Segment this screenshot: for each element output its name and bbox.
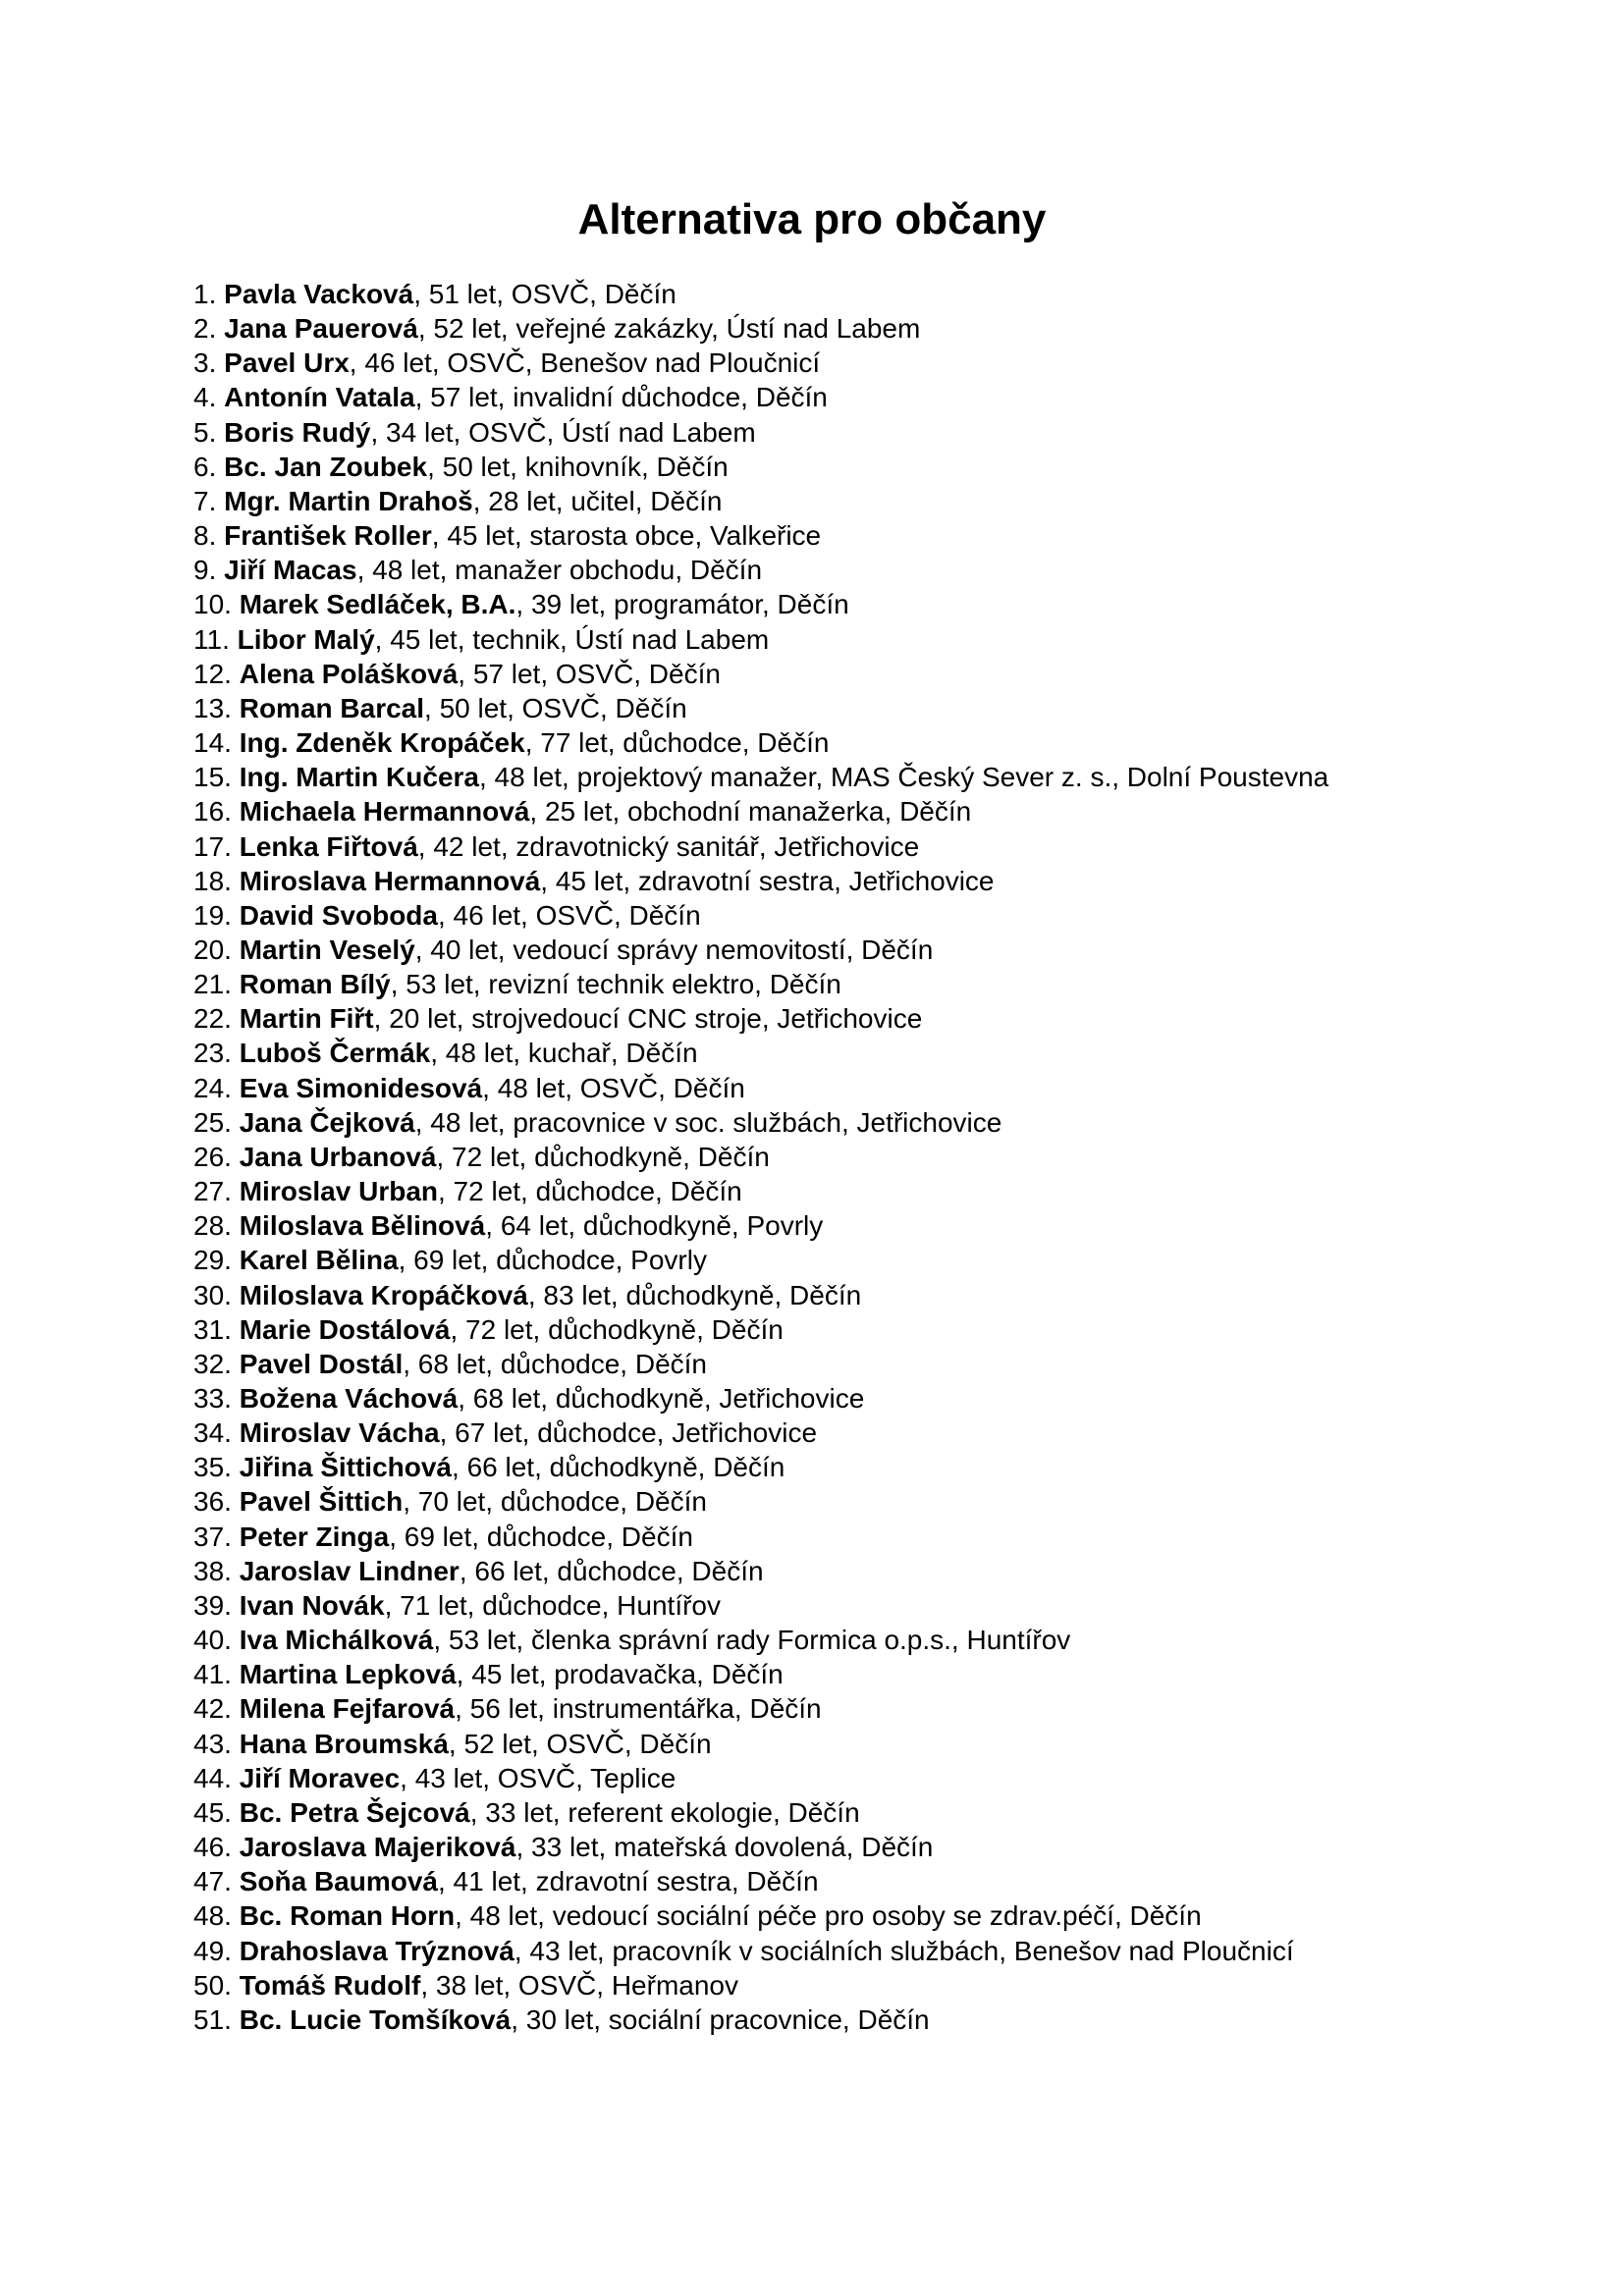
candidate-details: , 72 let, důchodkyně, Děčín xyxy=(436,1141,770,1172)
candidate-item xyxy=(193,2002,1440,2037)
candidate-name: Martin Fiřt xyxy=(239,1003,374,1035)
candidate-details: , 69 let, důchodce, Povrly xyxy=(398,1245,707,1276)
candidate-item xyxy=(193,1140,1440,1174)
candidate-item xyxy=(193,725,1440,760)
candidate-number: 45. xyxy=(193,1796,232,1828)
candidate-number: 26. xyxy=(193,1141,232,1172)
candidate-name: Jana Čejková xyxy=(239,1106,415,1138)
candidate-number: 40. xyxy=(193,1625,232,1656)
candidate-number: 42. xyxy=(193,1693,232,1725)
candidate-details: , 41 let, zdravotní sestra, Děčín xyxy=(438,1866,819,1897)
candidate-number: 22. xyxy=(193,1003,232,1035)
candidate-item xyxy=(193,1105,1440,1140)
candidate-details: , 45 let, technik, Ústí nad Labem xyxy=(374,623,770,655)
candidate-number: 20. xyxy=(193,934,232,965)
candidate-name: Libor Malý xyxy=(237,623,375,655)
candidate-item xyxy=(193,380,1440,414)
candidate-details: , 33 let, mateřská dovolená, Děčín xyxy=(515,1832,934,1863)
candidate-details: , 40 let, vedoucí správy nemovitostí, Děčín xyxy=(414,934,934,965)
candidate-details: , 50 let, OSVČ, Děčín xyxy=(424,692,687,723)
candidate-number: 24. xyxy=(193,1072,232,1103)
candidate-number: 31. xyxy=(193,1313,232,1345)
candidate-details: , 52 let, veřejné zakázky, Ústí nad Labem xyxy=(417,313,921,345)
candidate-name: Peter Zinga xyxy=(239,1521,390,1552)
candidate-name: Drahoslava Trýznová xyxy=(239,1935,514,1966)
candidate-item xyxy=(193,1968,1440,2002)
candidate-number: 48. xyxy=(193,1900,232,1932)
candidate-item xyxy=(193,1243,1440,1277)
candidate-details: , 45 let, zdravotní sestra, Jetřichovice xyxy=(540,865,995,896)
candidate-name: Bc. Roman Horn xyxy=(239,1900,456,1932)
candidate-details: , 48 let, projektový manažer, MAS Český Sever z. s., Dolní Poustevna xyxy=(478,762,1329,793)
candidate-item xyxy=(193,691,1440,725)
candidate-item xyxy=(193,1934,1440,1968)
candidate-item xyxy=(193,1208,1440,1243)
candidate-number: 49. xyxy=(193,1935,232,1966)
candidate-name: Miroslav Vácha xyxy=(239,1417,440,1449)
candidate-item xyxy=(193,1071,1440,1105)
candidate-number: 46. xyxy=(193,1832,232,1863)
candidate-number: 21. xyxy=(193,969,232,1000)
candidate-item xyxy=(193,1278,1440,1312)
candidate-item xyxy=(193,553,1440,587)
candidate-name: Jaroslav Lindner xyxy=(239,1555,460,1586)
candidate-name: Jaroslava Majeriková xyxy=(239,1832,516,1863)
candidate-details: , 28 let, učitel, Děčín xyxy=(472,485,723,516)
candidate-number: 1. xyxy=(193,279,217,309)
candidate-details: , 72 let, důchodce, Děčín xyxy=(438,1176,742,1207)
candidate-item xyxy=(193,1727,1440,1761)
candidate-details: , 70 let, důchodce, Děčín xyxy=(403,1486,707,1518)
candidate-name: David Svoboda xyxy=(239,899,438,931)
candidate-name: Ivan Novák xyxy=(239,1589,385,1621)
candidate-details: , 68 let, důchodkyně, Jetřichovice xyxy=(458,1383,865,1414)
candidate-number: 10. xyxy=(193,589,232,620)
candidate-name: Marek Sedláček, B.A. xyxy=(239,589,516,620)
candidate-item xyxy=(193,1864,1440,1898)
candidate-name: Martina Lepková xyxy=(239,1659,457,1690)
candidate-item xyxy=(193,1623,1440,1657)
candidate-details: , 77 let, důchodce, Děčín xyxy=(524,727,830,759)
candidate-name: Bc. Petra Šejcová xyxy=(239,1796,470,1828)
candidate-details: , 56 let, instrumentářka, Děčín xyxy=(455,1693,822,1725)
candidate-item xyxy=(193,1691,1440,1726)
candidate-name: Alena Polášková xyxy=(239,658,459,689)
candidate-details: , 45 let, starosta obce, Valkeřice xyxy=(431,520,822,552)
candidate-list xyxy=(193,277,1440,2037)
candidate-name: Miloslava Kropáčková xyxy=(239,1279,528,1310)
candidate-number: 43. xyxy=(193,1728,232,1759)
candidate-details: , 66 let, důchodce, Děčín xyxy=(459,1555,764,1586)
candidate-name: Tomáš Rudolf xyxy=(239,1969,421,2001)
candidate-name: Iva Michálková xyxy=(239,1625,434,1656)
candidate-name: Pavel Dostál xyxy=(239,1348,404,1379)
candidate-item xyxy=(193,277,1440,311)
candidate-name: Pavel Šittich xyxy=(239,1486,404,1518)
candidate-item xyxy=(193,346,1440,380)
candidate-item xyxy=(193,1657,1440,1691)
candidate-name: Jana Pauerová xyxy=(224,313,418,345)
candidate-details: , 64 let, důchodkyně, Povrly xyxy=(485,1210,824,1242)
candidate-number: 8. xyxy=(193,520,217,552)
candidate-details: , 43 let, pracovník v sociálních službách, Benešov nad Ploučnicí xyxy=(514,1935,1294,1966)
candidate-name: Pavel Urx xyxy=(224,347,350,379)
candidate-number: 37. xyxy=(193,1521,232,1552)
candidate-number: 27. xyxy=(193,1176,232,1207)
candidate-name: Martin Veselý xyxy=(239,934,415,965)
candidate-details: , 30 let, sociální pracovnice, Děčín xyxy=(511,2003,930,2035)
candidate-name: Jiří Macas xyxy=(224,555,357,586)
candidate-details: , 48 let, kuchař, Děčín xyxy=(430,1038,698,1069)
candidate-number: 35. xyxy=(193,1452,232,1483)
candidate-item xyxy=(193,1761,1440,1795)
candidate-number: 39. xyxy=(193,1589,232,1621)
candidate-details: , 51 let, OSVČ, Děčín xyxy=(413,279,677,309)
candidate-number: 38. xyxy=(193,1555,232,1586)
candidate-name: Jiří Moravec xyxy=(239,1762,401,1793)
candidate-number: 32. xyxy=(193,1348,232,1379)
candidate-number: 15. xyxy=(193,762,232,793)
candidate-name: Eva Simonidesová xyxy=(239,1072,483,1103)
candidate-number: 2. xyxy=(193,313,217,345)
candidate-number: 29. xyxy=(193,1245,232,1276)
candidate-details: , 69 let, důchodce, Děčín xyxy=(389,1521,693,1552)
candidate-number: 34. xyxy=(193,1417,232,1449)
candidate-name: Karel Bělina xyxy=(239,1245,399,1276)
candidate-number: 19. xyxy=(193,899,232,931)
candidate-number: 30. xyxy=(193,1279,232,1310)
page-title: Alternativa pro občany xyxy=(577,195,1047,243)
candidate-details: , 48 let, vedoucí sociální péče pro osoby se zdrav.péčí, Děčín xyxy=(455,1900,1202,1932)
candidate-item xyxy=(193,484,1440,518)
candidate-number: 41. xyxy=(193,1659,232,1690)
candidate-name: Michaela Hermannová xyxy=(239,796,530,828)
candidate-details: , 45 let, prodavačka, Děčín xyxy=(456,1659,784,1690)
candidate-name: Milena Fejfarová xyxy=(239,1693,456,1725)
candidate-details: , 39 let, programátor, Děčín xyxy=(515,589,849,620)
candidate-item xyxy=(193,587,1440,621)
candidate-name: Pavla Vacková xyxy=(224,279,414,309)
candidate-name: Ing. Martin Kučera xyxy=(239,762,479,793)
candidate-item xyxy=(193,829,1440,864)
candidate-item xyxy=(193,1795,1440,1830)
candidate-item xyxy=(193,1520,1440,1554)
candidate-details: , 52 let, OSVČ, Děčín xyxy=(448,1728,712,1759)
candidate-item xyxy=(193,518,1440,553)
candidate-details: , 48 let, OSVČ, Děčín xyxy=(482,1072,745,1103)
candidate-number: 16. xyxy=(193,796,232,828)
candidate-details: , 25 let, obchodní manažerka, Děčín xyxy=(529,796,972,828)
candidate-name: Jiřina Šittichová xyxy=(239,1452,453,1483)
candidate-details: , 53 let, členka správní rady Formica o.p.s., Huntířov xyxy=(433,1625,1071,1656)
candidate-item xyxy=(193,415,1440,450)
candidate-name: Bc. Jan Zoubek xyxy=(224,451,428,482)
candidate-name: Miroslav Urban xyxy=(239,1176,438,1207)
candidate-item xyxy=(193,1898,1440,1933)
candidate-details: , 71 let, důchodce, Huntířov xyxy=(384,1589,722,1621)
candidate-name: Božena Váchová xyxy=(239,1383,459,1414)
candidate-details: , 53 let, revizní technik elektro, Děčín xyxy=(390,969,841,1000)
candidate-details: , 34 let, OSVČ, Ústí nad Labem xyxy=(370,416,756,448)
candidate-item xyxy=(193,1450,1440,1484)
candidate-name: Marie Dostálová xyxy=(239,1313,451,1345)
candidate-number: 36. xyxy=(193,1486,232,1518)
candidate-number: 12. xyxy=(193,658,232,689)
candidate-item xyxy=(193,760,1440,794)
candidate-item xyxy=(193,1001,1440,1036)
candidate-item xyxy=(193,1174,1440,1208)
candidate-details: , 50 let, knihovník, Děčín xyxy=(427,451,729,482)
candidate-item xyxy=(193,898,1440,933)
candidate-item xyxy=(193,1381,1440,1415)
candidate-number: 5. xyxy=(193,416,217,448)
candidate-name: Lenka Fiřtová xyxy=(239,830,418,862)
candidate-details: , 66 let, důchodkyně, Děčín xyxy=(452,1452,785,1483)
candidate-details: , 72 let, důchodkyně, Děčín xyxy=(450,1313,784,1345)
candidate-details: , 57 let, invalidní důchodce, Děčín xyxy=(414,382,828,413)
candidate-item xyxy=(193,657,1440,691)
candidate-details: , 46 let, OSVČ, Děčín xyxy=(437,899,701,931)
candidate-number: 4. xyxy=(193,382,217,413)
candidate-number: 25. xyxy=(193,1106,232,1138)
candidate-details: , 48 let, manažer obchodu, Děčín xyxy=(356,555,763,586)
candidate-item xyxy=(193,1484,1440,1519)
candidate-details: , 83 let, důchodkyně, Děčín xyxy=(527,1279,862,1310)
candidate-item xyxy=(193,1830,1440,1864)
candidate-details: , 20 let, strojvedoucí CNC stroje, Jetřichovice xyxy=(373,1003,923,1035)
candidate-item xyxy=(193,450,1440,484)
candidate-name: Hana Broumská xyxy=(239,1728,449,1759)
candidate-name: Roman Bílý xyxy=(239,969,391,1000)
candidate-item xyxy=(193,967,1440,1001)
candidate-number: 7. xyxy=(193,485,217,516)
candidate-item xyxy=(193,1415,1440,1450)
candidate-name: Luboš Čermák xyxy=(239,1038,431,1069)
candidate-name: Mgr. Martin Drahoš xyxy=(224,485,473,516)
candidate-item xyxy=(193,933,1440,967)
candidate-details: , 43 let, OSVČ, Teplice xyxy=(400,1762,677,1793)
candidate-name: Roman Barcal xyxy=(239,692,425,723)
candidate-details: , 57 let, OSVČ, Děčín xyxy=(458,658,721,689)
candidate-number: 9. xyxy=(193,555,217,586)
candidate-name: Ing. Zdeněk Kropáček xyxy=(239,727,525,759)
candidate-name: Antonín Vatala xyxy=(224,382,415,413)
candidate-name: Miroslava Hermannová xyxy=(239,865,541,896)
candidate-item xyxy=(193,1312,1440,1347)
candidate-number: 11. xyxy=(193,623,230,655)
candidate-number: 28. xyxy=(193,1210,232,1242)
candidate-number: 33. xyxy=(193,1383,232,1414)
candidate-item xyxy=(193,622,1440,657)
candidate-item xyxy=(193,1036,1440,1070)
candidate-item xyxy=(193,864,1440,898)
candidate-name: František Roller xyxy=(224,520,432,552)
candidate-details: , 48 let, pracovnice v soc. službách, Jetřichovice xyxy=(414,1106,1002,1138)
candidate-number: 6. xyxy=(193,451,217,482)
candidate-item xyxy=(193,1588,1440,1623)
candidate-number: 13. xyxy=(193,692,232,723)
candidate-name: Jana Urbanová xyxy=(239,1141,437,1172)
candidate-item xyxy=(193,311,1440,346)
candidate-details: , 38 let, OSVČ, Heřmanov xyxy=(420,1969,738,2001)
candidate-details: , 68 let, důchodce, Děčín xyxy=(403,1348,707,1379)
candidate-number: 51. xyxy=(193,2003,232,2035)
candidate-details: , 46 let, OSVČ, Benešov nad Ploučnicí xyxy=(349,347,821,379)
candidate-item xyxy=(193,1347,1440,1381)
candidate-number: 14. xyxy=(193,727,232,759)
candidate-name: Soňa Baumová xyxy=(239,1866,438,1897)
candidate-name: Bc. Lucie Tomšíková xyxy=(239,2003,512,2035)
candidate-number: 17. xyxy=(193,830,232,862)
candidate-name: Miloslava Bělinová xyxy=(239,1210,486,1242)
candidate-details: , 42 let, zdravotnický sanitář, Jetřichovice xyxy=(417,830,920,862)
candidate-number: 3. xyxy=(193,347,217,379)
candidate-item xyxy=(193,1554,1440,1588)
candidate-name: Boris Rudý xyxy=(224,416,371,448)
candidate-details: , 33 let, referent ekologie, Děčín xyxy=(469,1796,860,1828)
candidate-number: 50. xyxy=(193,1969,232,2001)
candidate-details: , 67 let, důchodce, Jetřichovice xyxy=(439,1417,818,1449)
candidate-number: 18. xyxy=(193,865,232,896)
candidate-number: 47. xyxy=(193,1866,232,1897)
candidate-number: 23. xyxy=(193,1038,232,1069)
candidate-number: 44. xyxy=(193,1762,232,1793)
candidate-item xyxy=(193,794,1440,828)
